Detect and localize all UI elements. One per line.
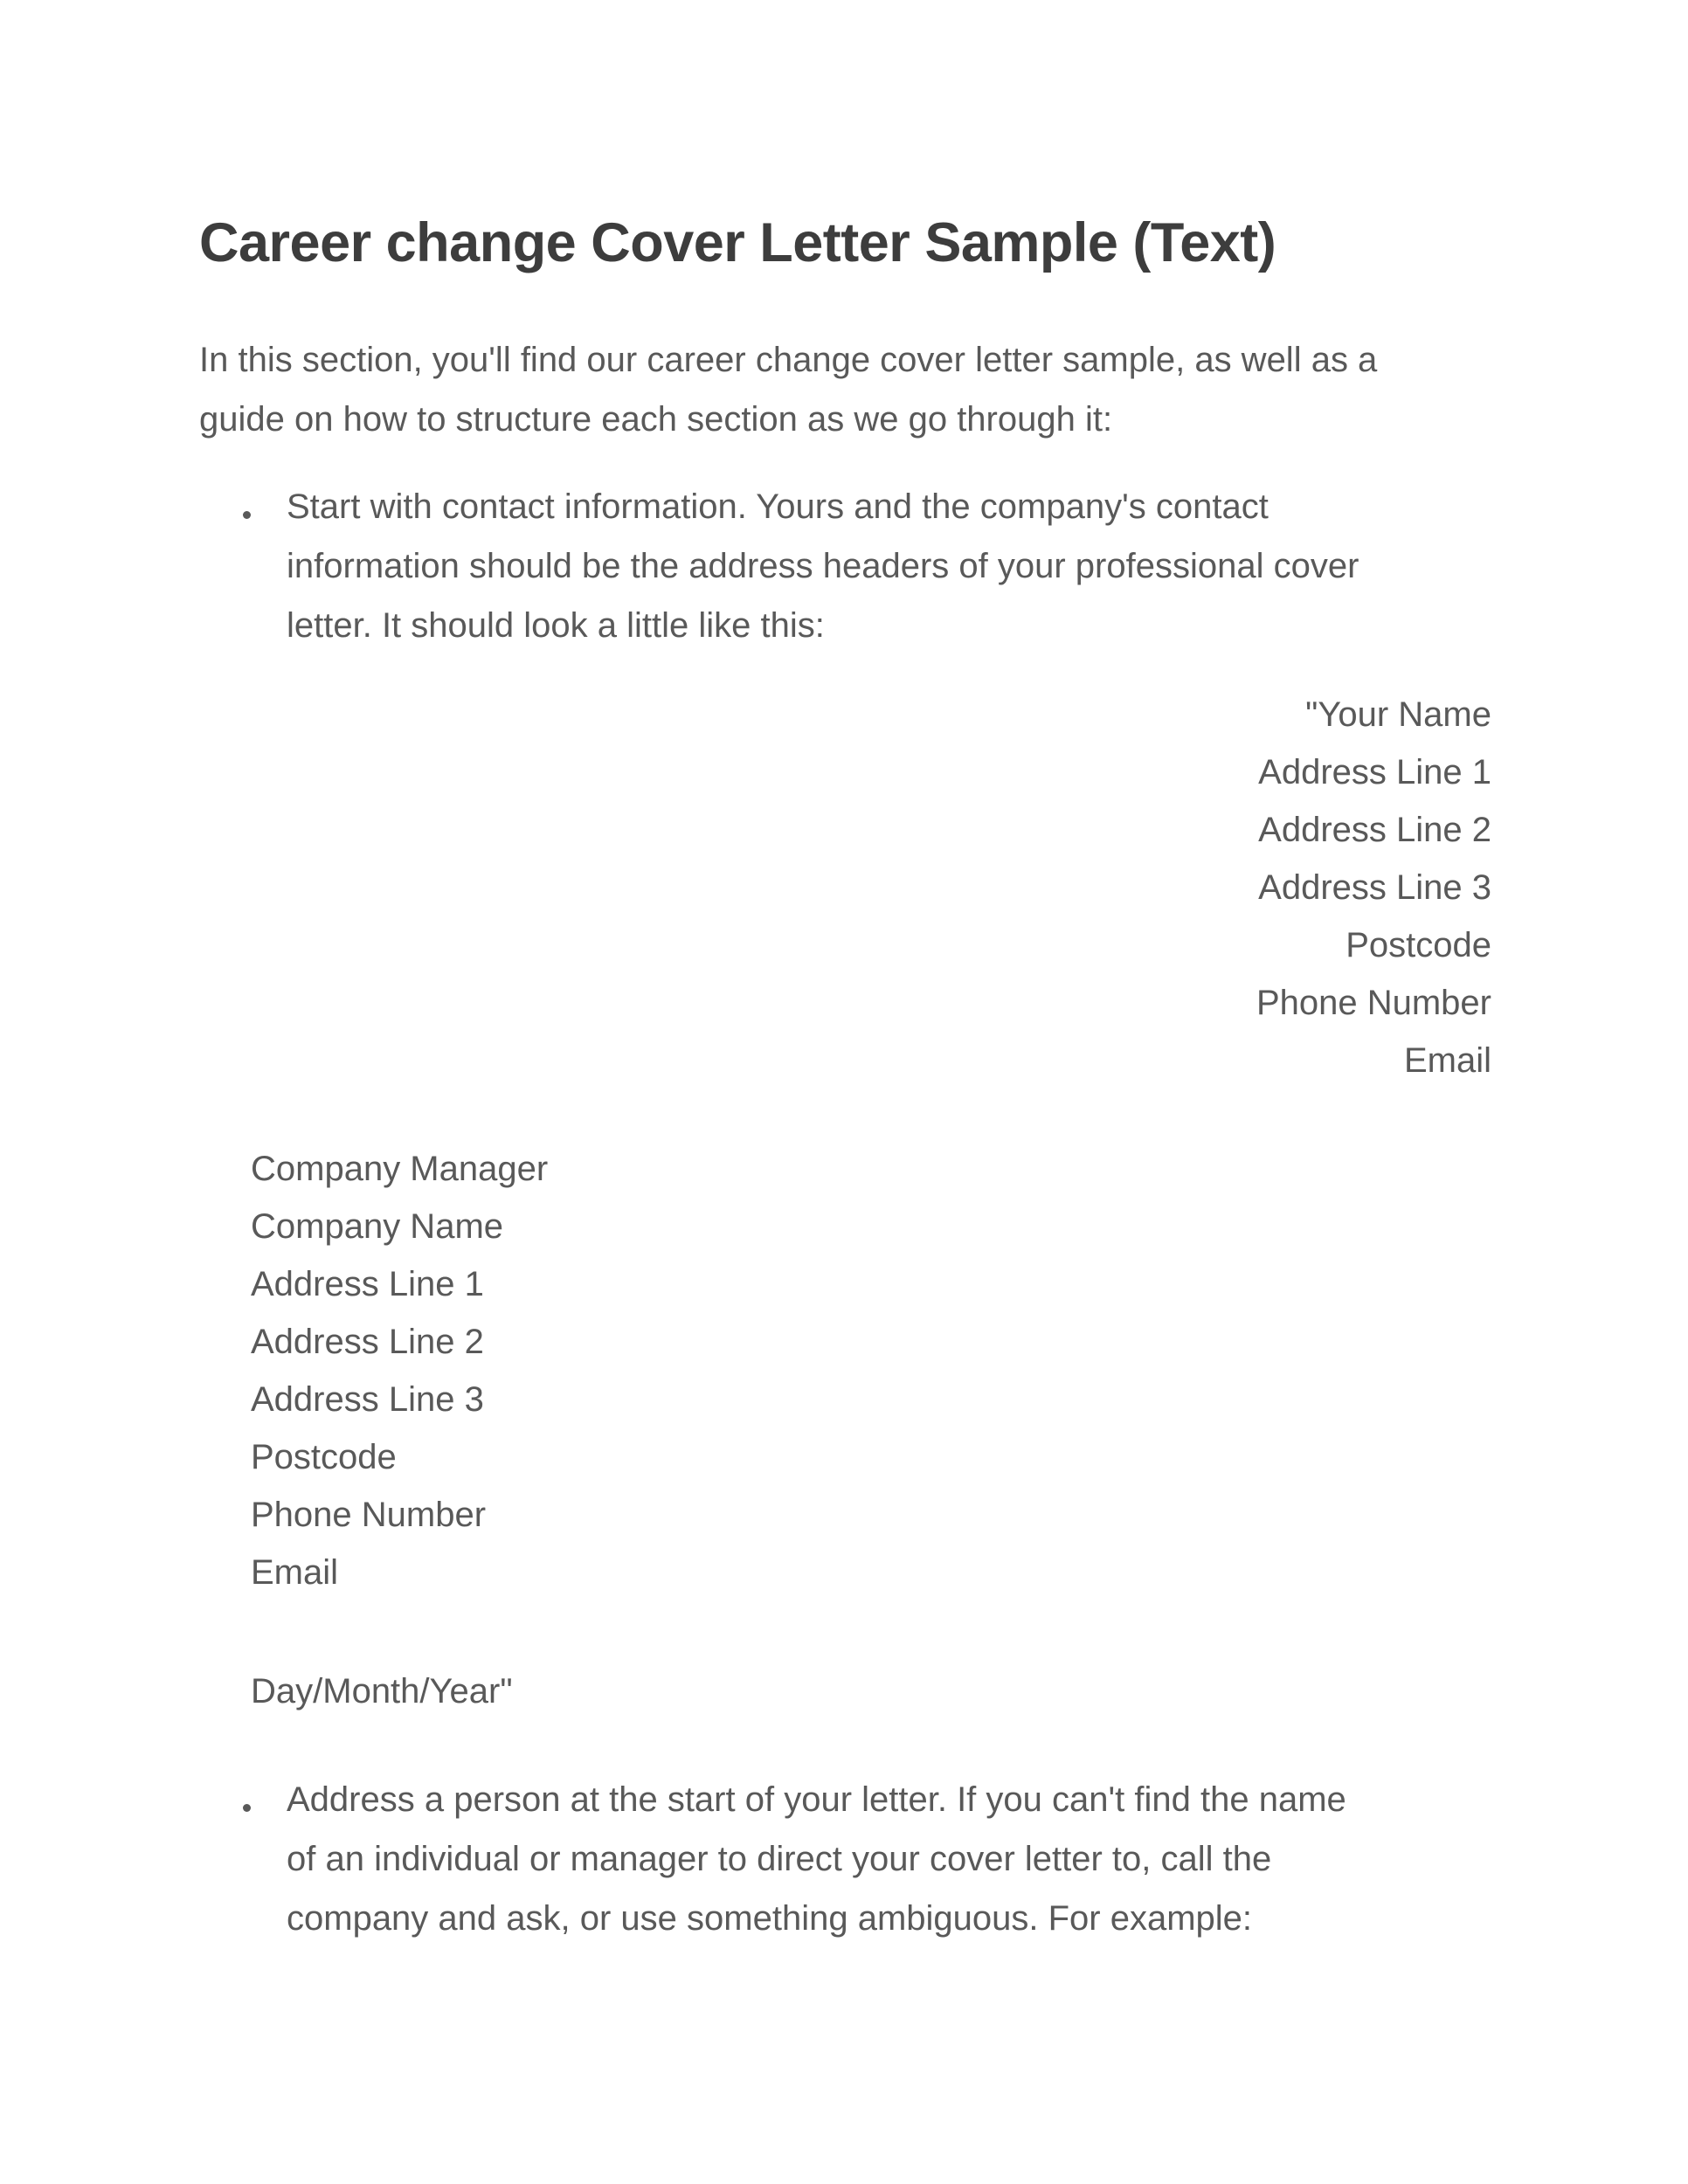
applicant-address-block [199,686,1491,1089]
bullet-item-address-a-person [199,1770,1491,1948]
company-address-line-1: Address Line 1 [251,1265,484,1303]
company-address-block [199,1140,1491,1601]
company-phone-line: Phone Number [251,1496,487,1534]
bullet-1-line-3: letter. It should look a little like this: [287,606,825,645]
bullet-dot-icon [243,1804,251,1812]
bullet-2-line-3: company and ask, or use something ambiguous. For example: [287,1899,1253,1938]
bullet-2-line-1: Address a person at the start of your letter. If you can't find the name [287,1780,1346,1819]
bullet-dot-icon [243,511,251,519]
applicant-phone-line: Phone Number [1256,984,1491,1022]
bullet-1-line-2: information should be the address headers of your professional cover [287,547,1359,585]
bullet-list-top [199,477,1491,655]
bullet-item-contact-information [199,477,1491,655]
date-line: Day/Month/Year" [251,1672,513,1711]
page-title: Career change Cover Letter Sample (Text) [199,212,1276,273]
applicant-postcode-line: Postcode [1346,926,1491,964]
company-email-line: Email [251,1553,339,1592]
applicant-address-line-1: Address Line 1 [1258,753,1491,791]
company-manager-line: Company Manager [251,1150,549,1188]
applicant-name-line: "Your Name [1305,695,1491,734]
company-address-line-3: Address Line 3 [251,1380,484,1419]
bullet-list-bottom [199,1770,1491,1948]
intro-line-1: In this section, you'll find our career change cover letter sample, as well as a [199,341,1378,379]
intro-paragraph [199,330,1491,449]
applicant-address-line-2: Address Line 2 [1258,811,1491,849]
bullet-2-line-2: of an individual or manager to direct your cover letter to, call the [287,1840,1272,1878]
company-address-line-2: Address Line 2 [251,1323,484,1361]
company-name-line: Company Name [251,1207,504,1246]
applicant-email-line: Email [1403,1041,1491,1080]
company-postcode-line: Postcode [251,1438,397,1476]
applicant-address-line-3: Address Line 3 [1258,868,1491,907]
bullet-1-line-1: Start with contact information. Yours and the company's contact [287,487,1269,526]
intro-line-2: guide on how to structure each section as we go through it: [199,400,1113,439]
